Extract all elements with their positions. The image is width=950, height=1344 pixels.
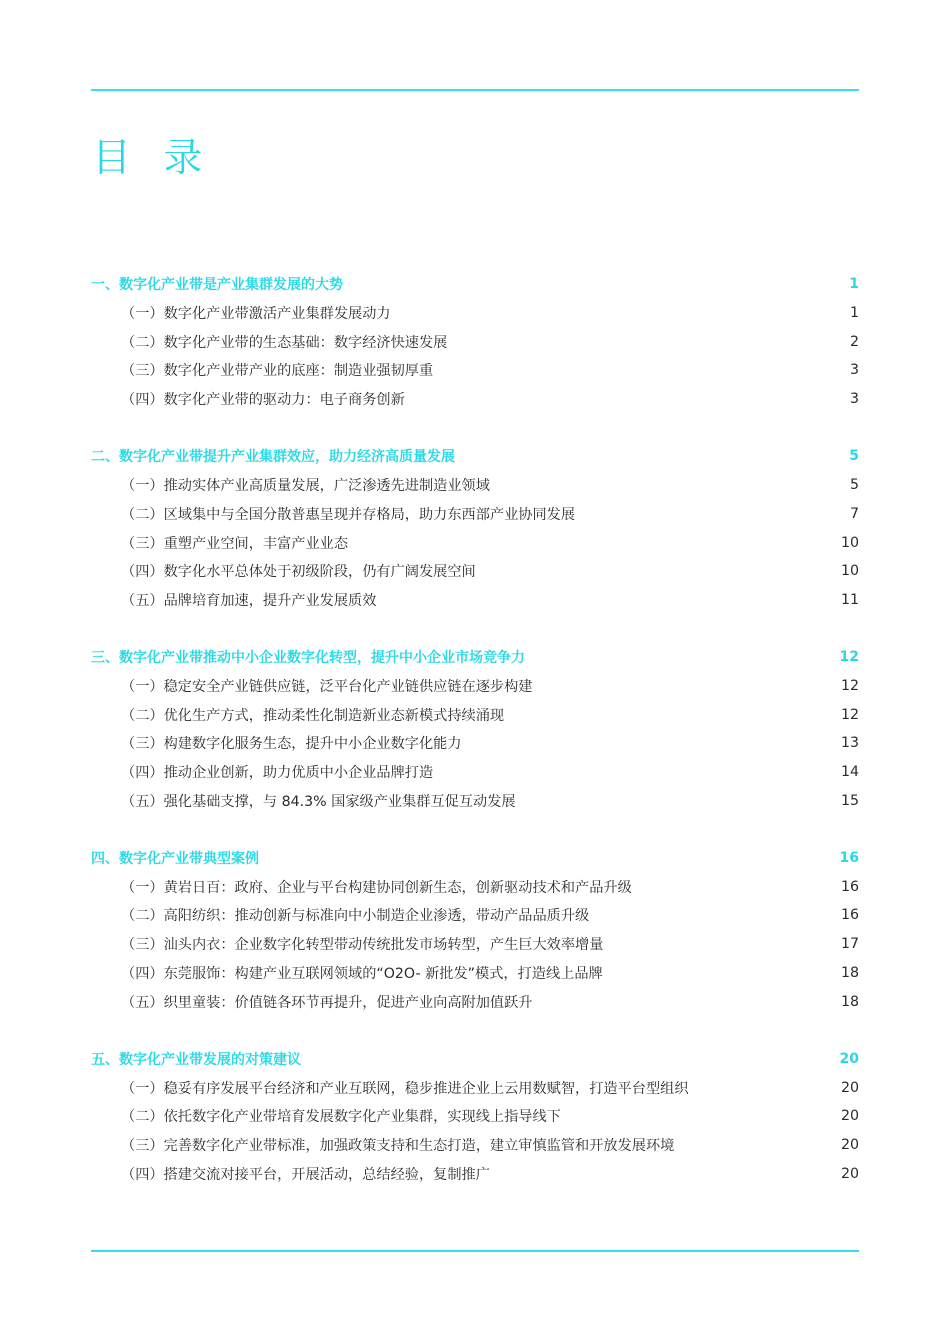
toc-entry-page: 2 xyxy=(849,333,859,350)
toc-entry[interactable] xyxy=(91,471,859,500)
toc-entry[interactable] xyxy=(91,557,859,586)
toc-entry-label: （一）黄岩日百：政府、企业与平台构建协同创新生态，创新驱动技术和产品升级 xyxy=(121,879,632,896)
toc-entry-page: 14 xyxy=(840,764,859,781)
toc-heading-label: 三、数字化产业带推动中小企业数字化转型，提升中小企业市场竞争力 xyxy=(91,650,525,667)
toc-entry-page: 20 xyxy=(840,1136,859,1153)
toc-entry-page: 18 xyxy=(840,993,859,1010)
toc-entry-page: 13 xyxy=(840,735,859,752)
bottom-divider xyxy=(91,1250,859,1252)
toc-entry-label: （四）推动企业创新，助力优质中小企业品牌打造 xyxy=(121,765,434,782)
toc-section-1 xyxy=(91,270,859,413)
toc-entry-page: 5 xyxy=(849,477,859,494)
toc-entry[interactable] xyxy=(91,959,859,988)
toc-entry-label: （四）东莞服饰：构建产业互联网领域的“O2O- 新批发”模式，打造线上品牌 xyxy=(121,965,603,982)
toc-entry-page: 20 xyxy=(840,1079,859,1096)
toc-entry-page: 11 xyxy=(840,591,859,608)
toc-entry-page: 7 xyxy=(849,505,859,522)
toc-entry[interactable] xyxy=(91,327,859,356)
toc-entry[interactable] xyxy=(91,528,859,557)
toc-heading-2[interactable] xyxy=(91,442,859,471)
toc-heading-page: 12 xyxy=(839,649,859,666)
toc-entry-label: （三）完善数字化产业带标准，加强政策支持和生态打造，建立审慎监管和开放发展环境 xyxy=(121,1137,675,1154)
toc-heading-page: 20 xyxy=(839,1050,859,1067)
toc-entry-label: （二）区域集中与全国分散普惠呈现并存格局，助力东西部产业协同发展 xyxy=(121,506,576,523)
toc-entry-label: （四）数字化产业带的驱动力：电子商务创新 xyxy=(121,392,405,409)
toc-heading-label: 一、数字化产业带是产业集群发展的大势 xyxy=(91,277,343,294)
toc-entry[interactable] xyxy=(91,299,859,328)
toc-entry[interactable] xyxy=(91,700,859,729)
toc-section-3 xyxy=(91,643,859,815)
toc-entry-label: （一）稳妥有序发展平台经济和产业互联网，稳步推进企业上云用数赋智，打造平台型组织 xyxy=(121,1080,689,1097)
toc-entry[interactable] xyxy=(91,672,859,701)
toc-entry[interactable] xyxy=(91,586,859,615)
toc-entry-page: 16 xyxy=(840,878,859,895)
toc-entry-label: （一）稳定安全产业链供应链，泛平台化产业链供应链在逐步构建 xyxy=(121,678,533,695)
toc-entry-label: （二）高阳纺织：推动创新与标准向中小制造企业渗透，带动产品品质升级 xyxy=(121,908,590,925)
toc-heading-3[interactable] xyxy=(91,643,859,672)
toc-heading-4[interactable] xyxy=(91,844,859,873)
toc-heading-label: 二、数字化产业带提升产业集群效应，助力经济高质量发展 xyxy=(91,449,455,466)
table-of-contents xyxy=(91,270,859,1188)
toc-entry-page: 12 xyxy=(840,706,859,723)
toc-entry-page: 16 xyxy=(840,907,859,924)
toc-entry-label: （四）搭建交流对接平台，开展活动，总结经验，复制推广 xyxy=(121,1166,490,1183)
toc-entry-page: 3 xyxy=(849,362,859,379)
toc-heading-1[interactable] xyxy=(91,270,859,299)
toc-entry[interactable] xyxy=(91,1159,859,1188)
toc-entry-page: 18 xyxy=(840,964,859,981)
toc-entry[interactable] xyxy=(91,385,859,414)
toc-entry[interactable] xyxy=(91,1131,859,1160)
toc-entry-label: （二）依托数字化产业带培育发展数字化产业集群，实现线上指导线下 xyxy=(121,1109,561,1126)
toc-section-2 xyxy=(91,442,859,614)
toc-entry-page: 15 xyxy=(840,792,859,809)
toc-entry-page: 20 xyxy=(840,1165,859,1182)
toc-entry[interactable] xyxy=(91,356,859,385)
toc-entry-label: （一）推动实体产业高质量发展，广泛渗透先进制造业领域 xyxy=(121,478,490,495)
toc-section-4 xyxy=(91,844,859,1016)
toc-entry-label: （五）品牌培育加速，提升产业发展质效 xyxy=(121,592,377,609)
toc-entry-label: （五）织里童装：价值链各环节再提升，促进产业向高附加值跃升 xyxy=(121,994,533,1011)
toc-entry-label: （二）优化生产方式，推动柔性化制造新业态新模式持续涌现 xyxy=(121,707,505,724)
toc-heading-page: 16 xyxy=(839,850,859,867)
toc-entry-page: 1 xyxy=(849,305,859,322)
toc-entry[interactable] xyxy=(91,500,859,529)
toc-entry[interactable] xyxy=(91,1102,859,1131)
toc-heading-label: 四、数字化产业带典型案例 xyxy=(91,851,259,868)
toc-entry-label: （三）重塑产业空间，丰富产业业态 xyxy=(121,535,349,552)
toc-entry-page: 12 xyxy=(840,677,859,694)
toc-entry[interactable] xyxy=(91,901,859,930)
top-divider xyxy=(91,89,859,91)
toc-entry-label: （三）构建数字化服务生态，提升中小企业数字化能力 xyxy=(121,736,462,753)
toc-entry-label: （二）数字化产业带的生态基础：数字经济快速发展 xyxy=(121,334,448,351)
toc-entry[interactable] xyxy=(91,930,859,959)
toc-entry-page: 17 xyxy=(840,936,859,953)
toc-entry[interactable] xyxy=(91,872,859,901)
toc-entry-page: 10 xyxy=(840,563,859,580)
toc-entry-label: （五）强化基础支撑，与 84.3% 国家级产业集群互促互动发展 xyxy=(121,793,516,810)
toc-heading-label: 五、数字化产业带发展的对策建议 xyxy=(91,1051,301,1068)
toc-entry[interactable] xyxy=(91,758,859,787)
toc-heading-page: 5 xyxy=(849,448,859,465)
toc-heading-page: 1 xyxy=(849,276,859,293)
toc-entry[interactable] xyxy=(91,786,859,815)
toc-entry-page: 3 xyxy=(849,391,859,408)
toc-entry[interactable] xyxy=(91,987,859,1016)
toc-entry-label: （一）数字化产业带激活产业集群发展动力 xyxy=(121,306,391,323)
toc-entry[interactable] xyxy=(91,729,859,758)
toc-entry[interactable] xyxy=(91,1073,859,1102)
page-title: 目 录 xyxy=(92,136,213,181)
toc-entry-page: 20 xyxy=(840,1108,859,1125)
toc-heading-5[interactable] xyxy=(91,1045,859,1074)
toc-entry-label: （四）数字化水平总体处于初级阶段，仍有广阔发展空间 xyxy=(121,564,476,581)
toc-entry-page: 10 xyxy=(840,534,859,551)
toc-entry-label: （三）数字化产业带产业的底座：制造业强韧厚重 xyxy=(121,363,434,380)
toc-section-5 xyxy=(91,1045,859,1188)
toc-entry-label: （三）汕头内衣：企业数字化转型带动传统批发市场转型，产生巨大效率增量 xyxy=(121,937,604,954)
